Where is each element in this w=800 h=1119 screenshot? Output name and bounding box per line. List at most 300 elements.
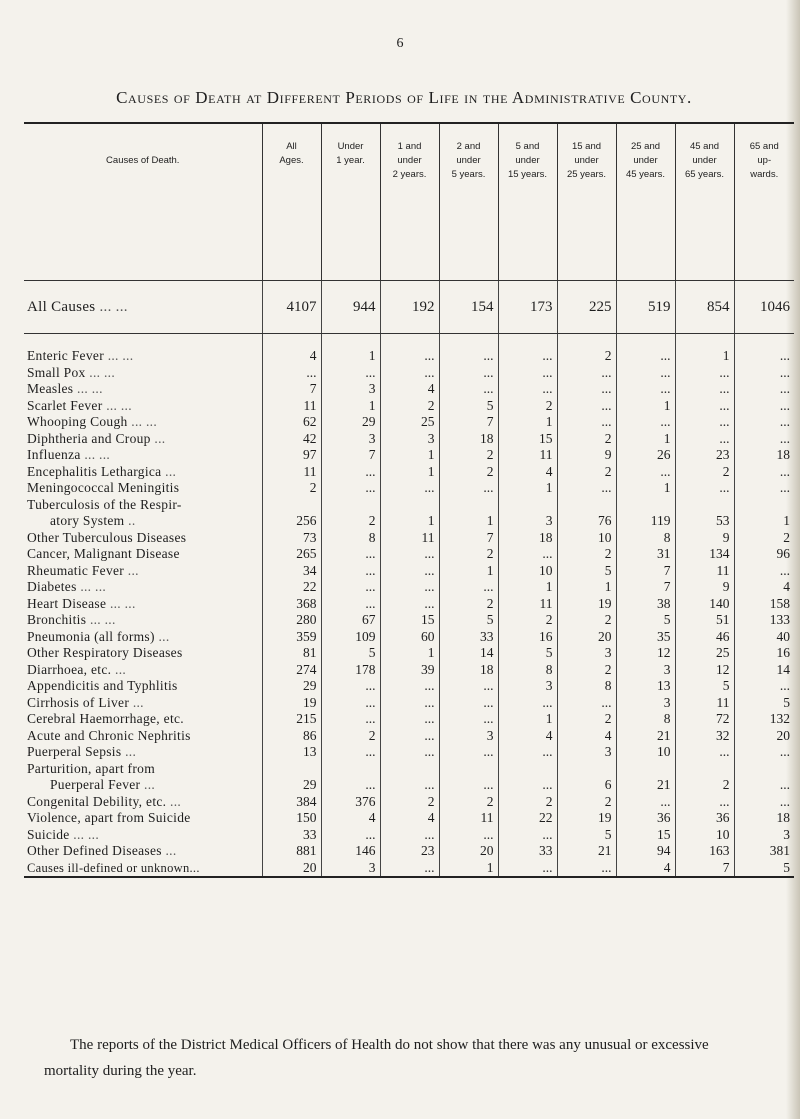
table-cell: 29 bbox=[262, 678, 321, 695]
table-cell: 3 bbox=[734, 827, 794, 844]
table-cell: 368 bbox=[262, 596, 321, 613]
cause-label: Other Respiratory Diseases bbox=[27, 645, 183, 660]
table-cell: ... bbox=[675, 744, 734, 761]
cause-label: Enteric Fever ... ... bbox=[27, 348, 134, 363]
table-cell: 8 bbox=[498, 662, 557, 679]
table-cell: 3 bbox=[380, 431, 439, 448]
header-age-group bbox=[734, 123, 794, 281]
header-line: 15 and bbox=[571, 141, 602, 152]
table-cell: 12 bbox=[616, 645, 675, 662]
table-cell: 5 bbox=[498, 645, 557, 662]
table-cell bbox=[380, 497, 439, 514]
table-cell: 11 bbox=[262, 398, 321, 415]
table-row bbox=[24, 612, 794, 629]
table-cell: 2 bbox=[321, 728, 380, 745]
table-cell: 3 bbox=[321, 381, 380, 398]
cause-label: Violence, apart from Suicide bbox=[27, 810, 191, 825]
table-row bbox=[24, 777, 794, 794]
table-cell: ... bbox=[439, 365, 498, 382]
table-cell bbox=[498, 497, 557, 514]
table-row bbox=[24, 398, 794, 415]
table-cell: 3 bbox=[498, 513, 557, 530]
table-cell: ... bbox=[380, 365, 439, 382]
table-cell: 25 bbox=[380, 414, 439, 431]
table-cell: ... bbox=[734, 678, 794, 695]
table-row bbox=[24, 546, 794, 563]
table-cell: 13 bbox=[262, 744, 321, 761]
table-cell: 11 bbox=[262, 464, 321, 481]
table-cell: 19 bbox=[557, 810, 616, 827]
cause-label: Congenital Debility, etc. ... bbox=[27, 793, 182, 809]
table-cell: 18 bbox=[734, 447, 794, 464]
table-cell: 33 bbox=[439, 629, 498, 646]
table-cell: ... bbox=[557, 414, 616, 431]
table-cell: 5 bbox=[439, 612, 498, 629]
table-cell: ... bbox=[557, 695, 616, 712]
table-cell: ... bbox=[439, 744, 498, 761]
table-row bbox=[24, 728, 794, 745]
cause-label: Diabetes ... ... bbox=[27, 579, 107, 594]
cause-label: Other Tuberculous Diseases bbox=[27, 529, 187, 545]
table-cell: 14 bbox=[439, 645, 498, 662]
table-row bbox=[24, 596, 794, 613]
table-cell: ... bbox=[321, 678, 380, 695]
table-cell: 4 bbox=[498, 464, 557, 481]
table-row bbox=[24, 678, 794, 695]
header-line: 25 and bbox=[630, 141, 661, 152]
table-cell: 22 bbox=[498, 810, 557, 827]
cause-label: Meningococcal Meningitis bbox=[27, 480, 180, 495]
header-line: 2 years. bbox=[392, 169, 427, 180]
table-cell: 20 bbox=[557, 629, 616, 646]
table-cell: 97 bbox=[262, 447, 321, 464]
table-cell: ... bbox=[616, 365, 675, 382]
table-cell: 38 bbox=[616, 596, 675, 613]
table-cell: ... bbox=[734, 348, 794, 365]
table-cell: 46 bbox=[675, 629, 734, 646]
table-row bbox=[24, 711, 794, 728]
table-cell: 15 bbox=[498, 431, 557, 448]
table-cell: 119 bbox=[616, 513, 675, 530]
table-cell: ... bbox=[557, 381, 616, 398]
table-cell: 86 bbox=[262, 728, 321, 745]
header-age-group bbox=[498, 123, 557, 281]
table-cell: 2 bbox=[557, 794, 616, 811]
all-causes-1-2: 192 bbox=[380, 281, 439, 334]
table-cell: ... bbox=[734, 414, 794, 431]
table-cell: 5 bbox=[439, 398, 498, 415]
table-cell: 1 bbox=[557, 579, 616, 596]
table-cell: ... bbox=[262, 365, 321, 382]
table-cell: 1 bbox=[439, 860, 498, 878]
table-cell: ... bbox=[439, 827, 498, 844]
table-cell: ... bbox=[321, 480, 380, 497]
cause-label: Heart Disease ... ... bbox=[27, 595, 136, 611]
table-cell: 1 bbox=[498, 579, 557, 596]
table-cell: 34 bbox=[262, 563, 321, 580]
table-cell: ... bbox=[380, 777, 439, 794]
header-line: 45 and bbox=[689, 141, 720, 152]
table-cell: 11 bbox=[439, 810, 498, 827]
table-cell: 2 bbox=[675, 777, 734, 794]
all-causes-row bbox=[24, 281, 794, 334]
table-cell: 2 bbox=[262, 480, 321, 497]
table-cell: 1 bbox=[498, 711, 557, 728]
table-cell: 3 bbox=[616, 695, 675, 712]
table-row bbox=[24, 794, 794, 811]
table-cell: ... bbox=[380, 728, 439, 745]
table-cell: 1 bbox=[321, 398, 380, 415]
table-cell: 8 bbox=[557, 678, 616, 695]
all-causes-5-15: 173 bbox=[498, 281, 557, 334]
table-row bbox=[24, 761, 794, 778]
table-cell: ... bbox=[380, 860, 439, 878]
table-cell: 2 bbox=[557, 612, 616, 629]
table-cell: 4 bbox=[557, 728, 616, 745]
table-row bbox=[24, 695, 794, 712]
table-row bbox=[24, 464, 794, 481]
table-cell: 42 bbox=[262, 431, 321, 448]
table-cell: 4 bbox=[734, 579, 794, 596]
header-age-group bbox=[262, 123, 321, 281]
table-cell: 81 bbox=[262, 645, 321, 662]
cause-label: atory System .. bbox=[50, 513, 136, 528]
table-cell: ... bbox=[557, 480, 616, 497]
table-cell: 5 bbox=[675, 678, 734, 695]
table-cell: 40 bbox=[734, 629, 794, 646]
table-cell: ... bbox=[498, 695, 557, 712]
header-line: Under bbox=[337, 141, 364, 152]
table-cell: 73 bbox=[262, 530, 321, 547]
table-cell bbox=[616, 761, 675, 778]
table-cell: ... bbox=[498, 381, 557, 398]
table-cell: ... bbox=[439, 348, 498, 365]
table-cell: 5 bbox=[734, 695, 794, 712]
table-cell: 11 bbox=[380, 530, 439, 547]
table-cell: 5 bbox=[321, 645, 380, 662]
table-cell bbox=[321, 497, 380, 514]
header-line: 1 and bbox=[397, 141, 422, 152]
table-cell: 7 bbox=[262, 381, 321, 398]
table-cell: ... bbox=[675, 480, 734, 497]
table-cell: 1 bbox=[439, 513, 498, 530]
table-cell: 21 bbox=[557, 843, 616, 860]
table-cell: 8 bbox=[321, 530, 380, 547]
header-line: 1 year. bbox=[336, 155, 365, 166]
table-cell: 8 bbox=[616, 530, 675, 547]
cause-label: Puerperal Fever ... bbox=[50, 777, 156, 792]
table-cell: ... bbox=[675, 381, 734, 398]
table-cell: 18 bbox=[498, 530, 557, 547]
table-cell: ... bbox=[439, 381, 498, 398]
table-cell: 10 bbox=[498, 563, 557, 580]
table-cell: 25 bbox=[675, 645, 734, 662]
table-cell bbox=[734, 761, 794, 778]
table-cell: 3 bbox=[439, 728, 498, 745]
table-cell: 19 bbox=[557, 596, 616, 613]
cause-label: Appendicitis and Typhlitis bbox=[27, 678, 178, 693]
table-cell: 132 bbox=[734, 711, 794, 728]
header-causes: Causes of Death. bbox=[24, 123, 262, 281]
table-cell: ... bbox=[380, 579, 439, 596]
table-cell: 29 bbox=[262, 777, 321, 794]
table-cell: 265 bbox=[262, 546, 321, 563]
cause-label: Bronchitis ... ... bbox=[27, 612, 116, 627]
table-cell: 1 bbox=[734, 513, 794, 530]
all-causes-45-65: 854 bbox=[675, 281, 734, 334]
table-row bbox=[24, 810, 794, 827]
header-line: under bbox=[397, 155, 422, 166]
table-cell: ... bbox=[734, 464, 794, 481]
table-cell: 7 bbox=[675, 860, 734, 878]
table-cell: 7 bbox=[439, 530, 498, 547]
table-cell: ... bbox=[734, 744, 794, 761]
table-cell: 96 bbox=[734, 546, 794, 563]
table-cell: 36 bbox=[675, 810, 734, 827]
table-cell: 1 bbox=[380, 464, 439, 481]
header-line: under bbox=[633, 155, 658, 166]
cause-label: Diphtheria and Croup ... bbox=[27, 430, 166, 446]
header-line: under bbox=[574, 155, 599, 166]
table-cell: ... bbox=[321, 464, 380, 481]
table-cell: 150 bbox=[262, 810, 321, 827]
table-row bbox=[24, 513, 794, 530]
table-cell bbox=[734, 497, 794, 514]
table-cell: 10 bbox=[675, 827, 734, 844]
cause-label: Influenza ... ... bbox=[27, 447, 111, 462]
all-causes-all-ages: 4107 bbox=[262, 281, 321, 334]
table-cell: 7 bbox=[616, 579, 675, 596]
table-cell: 21 bbox=[616, 777, 675, 794]
table-cell bbox=[675, 761, 734, 778]
table-cell: 4 bbox=[616, 860, 675, 878]
header-age-group bbox=[380, 123, 439, 281]
header-line: 45 years. bbox=[625, 169, 666, 180]
table-cell: 2 bbox=[557, 711, 616, 728]
table-cell: 10 bbox=[557, 530, 616, 547]
table-cell: 4 bbox=[380, 381, 439, 398]
table-cell: ... bbox=[557, 365, 616, 382]
table-cell: 2 bbox=[439, 546, 498, 563]
table-cell: 7 bbox=[616, 563, 675, 580]
table-cell bbox=[262, 497, 321, 514]
table-cell: ... bbox=[675, 398, 734, 415]
table-cell: 2 bbox=[557, 546, 616, 563]
table-cell bbox=[439, 497, 498, 514]
table-cell: ... bbox=[557, 860, 616, 878]
table-cell: 7 bbox=[321, 447, 380, 464]
table-cell: 146 bbox=[321, 843, 380, 860]
table-cell: 32 bbox=[675, 728, 734, 745]
table-cell: 133 bbox=[734, 612, 794, 629]
table-row bbox=[24, 497, 794, 514]
table-cell: 6 bbox=[557, 777, 616, 794]
table-cell: 3 bbox=[557, 645, 616, 662]
table-cell: 5 bbox=[557, 563, 616, 580]
table-cell: ... bbox=[675, 365, 734, 382]
table-cell: ... bbox=[734, 381, 794, 398]
table-row bbox=[24, 744, 794, 761]
table-cell: ... bbox=[734, 398, 794, 415]
table-cell: 1 bbox=[616, 398, 675, 415]
table-cell: ... bbox=[380, 827, 439, 844]
cause-label: Cancer, Malignant Disease bbox=[27, 546, 180, 561]
table-cell: ... bbox=[321, 365, 380, 382]
table-row bbox=[24, 645, 794, 662]
spacer-row bbox=[24, 334, 794, 349]
header-line: All bbox=[286, 141, 297, 152]
table-cell: ... bbox=[734, 563, 794, 580]
table-cell bbox=[557, 761, 616, 778]
table-cell: 11 bbox=[498, 447, 557, 464]
all-causes-2-5: 154 bbox=[439, 281, 498, 334]
table-cell: 376 bbox=[321, 794, 380, 811]
all-causes-15-25: 225 bbox=[557, 281, 616, 334]
table-cell: 8 bbox=[616, 711, 675, 728]
table-cell: ... bbox=[439, 711, 498, 728]
table-cell: 39 bbox=[380, 662, 439, 679]
all-causes-65-up: 1046 bbox=[734, 281, 794, 334]
header-line: 15 years. bbox=[507, 169, 548, 180]
table-cell: 15 bbox=[616, 827, 675, 844]
table-cell: 2 bbox=[439, 596, 498, 613]
table-cell: 16 bbox=[734, 645, 794, 662]
table-cell: 2 bbox=[498, 398, 557, 415]
table-cell bbox=[439, 761, 498, 778]
table-cell: 2 bbox=[557, 464, 616, 481]
table-cell: 62 bbox=[262, 414, 321, 431]
table-cell: 384 bbox=[262, 794, 321, 811]
header-line: 65 years. bbox=[684, 169, 725, 180]
table-cell: 1 bbox=[616, 431, 675, 448]
table-cell: 1 bbox=[498, 480, 557, 497]
header-age-group bbox=[439, 123, 498, 281]
table-cell bbox=[557, 497, 616, 514]
cause-label: Rheumatic Fever ... bbox=[27, 562, 139, 578]
table-cell: ... bbox=[380, 563, 439, 580]
table-cell: 2 bbox=[380, 398, 439, 415]
cause-label: Whooping Cough ... ... bbox=[27, 414, 157, 429]
table-cell: 134 bbox=[675, 546, 734, 563]
table-cell: 1 bbox=[675, 348, 734, 365]
cause-label: Suicide ... ... bbox=[27, 826, 100, 842]
table-cell: 26 bbox=[616, 447, 675, 464]
table-cell: 5 bbox=[616, 612, 675, 629]
table-row bbox=[24, 447, 794, 464]
table-cell: ... bbox=[675, 794, 734, 811]
header-line: Ages. bbox=[279, 155, 304, 166]
table-cell: 1 bbox=[498, 414, 557, 431]
table-cell: 1 bbox=[321, 348, 380, 365]
cause-label: Pneumonia (all forms) ... bbox=[27, 628, 170, 644]
table-cell: ... bbox=[498, 777, 557, 794]
cause-label: Causes ill-defined or unknown... bbox=[24, 860, 262, 878]
table-cell: 3 bbox=[557, 744, 616, 761]
table-cell: 2 bbox=[498, 794, 557, 811]
table-cell: ... bbox=[380, 596, 439, 613]
table-cell: 21 bbox=[616, 728, 675, 745]
table-cell: ... bbox=[321, 579, 380, 596]
table-cell: ... bbox=[498, 348, 557, 365]
table-row bbox=[24, 629, 794, 646]
table-cell: 158 bbox=[734, 596, 794, 613]
table-cell: 18 bbox=[734, 810, 794, 827]
table-row bbox=[24, 827, 794, 844]
table-cell: ... bbox=[734, 777, 794, 794]
table-cell: 881 bbox=[262, 843, 321, 860]
table-cell: 2 bbox=[557, 662, 616, 679]
table-cell: 18 bbox=[439, 662, 498, 679]
cause-label: Diarrhoea, etc. ... bbox=[27, 661, 127, 677]
cause-label: Other Defined Diseases ... bbox=[27, 843, 177, 858]
header-age-group bbox=[321, 123, 380, 281]
table-cell: ... bbox=[439, 695, 498, 712]
table-cell: 2 bbox=[557, 348, 616, 365]
table-cell: 5 bbox=[734, 860, 794, 878]
table-header bbox=[24, 123, 794, 281]
table-cell: 10 bbox=[616, 744, 675, 761]
table-cell: 20 bbox=[439, 843, 498, 860]
table-cell bbox=[498, 761, 557, 778]
table-cell bbox=[380, 761, 439, 778]
header-line: 25 years. bbox=[566, 169, 607, 180]
table-row bbox=[24, 530, 794, 547]
table-cell: 9 bbox=[557, 447, 616, 464]
table-cell: 2 bbox=[557, 431, 616, 448]
table-cell: 256 bbox=[262, 513, 321, 530]
table-cell: ... bbox=[439, 579, 498, 596]
table-cell: 4 bbox=[262, 348, 321, 365]
table-cell: ... bbox=[321, 695, 380, 712]
table-cell: 53 bbox=[675, 513, 734, 530]
table-cell bbox=[262, 761, 321, 778]
table-cell: ... bbox=[616, 464, 675, 481]
page-title: Causes of Death at Different Periods of Life in the Administrative County. bbox=[116, 88, 692, 107]
table-cell: 1 bbox=[380, 513, 439, 530]
table-cell: 12 bbox=[675, 662, 734, 679]
table-cell: ... bbox=[734, 431, 794, 448]
table-cell: 7 bbox=[439, 414, 498, 431]
cause-label: Parturition, apart from bbox=[27, 760, 155, 776]
header-age-group bbox=[616, 123, 675, 281]
cause-label: Encephalitis Lethargica ... bbox=[27, 463, 177, 479]
table-cell: 9 bbox=[675, 530, 734, 547]
table-cell: 274 bbox=[262, 662, 321, 679]
table-cell: 11 bbox=[498, 596, 557, 613]
header-line: 2 and bbox=[456, 141, 481, 152]
header-line: under bbox=[515, 155, 540, 166]
table-cell: ... bbox=[616, 348, 675, 365]
table-cell: ... bbox=[380, 546, 439, 563]
table-cell: 94 bbox=[616, 843, 675, 860]
cause-label: Puerperal Sepsis ... bbox=[27, 744, 137, 759]
header-line: under bbox=[456, 155, 481, 166]
table-cell: 33 bbox=[262, 827, 321, 844]
cause-label: Cirrhosis of Liver ... bbox=[27, 694, 144, 710]
table-cell: ... bbox=[557, 398, 616, 415]
table-cell: ... bbox=[380, 744, 439, 761]
table-cell: 2 bbox=[675, 464, 734, 481]
table-cell: ... bbox=[498, 744, 557, 761]
table-cell: 1 bbox=[439, 563, 498, 580]
table-cell: 2 bbox=[498, 612, 557, 629]
table-row bbox=[24, 414, 794, 431]
table-cell: 23 bbox=[675, 447, 734, 464]
table-row bbox=[24, 579, 794, 596]
table-cell: 2 bbox=[734, 530, 794, 547]
table-cell: ... bbox=[439, 777, 498, 794]
table-cell: ... bbox=[734, 365, 794, 382]
